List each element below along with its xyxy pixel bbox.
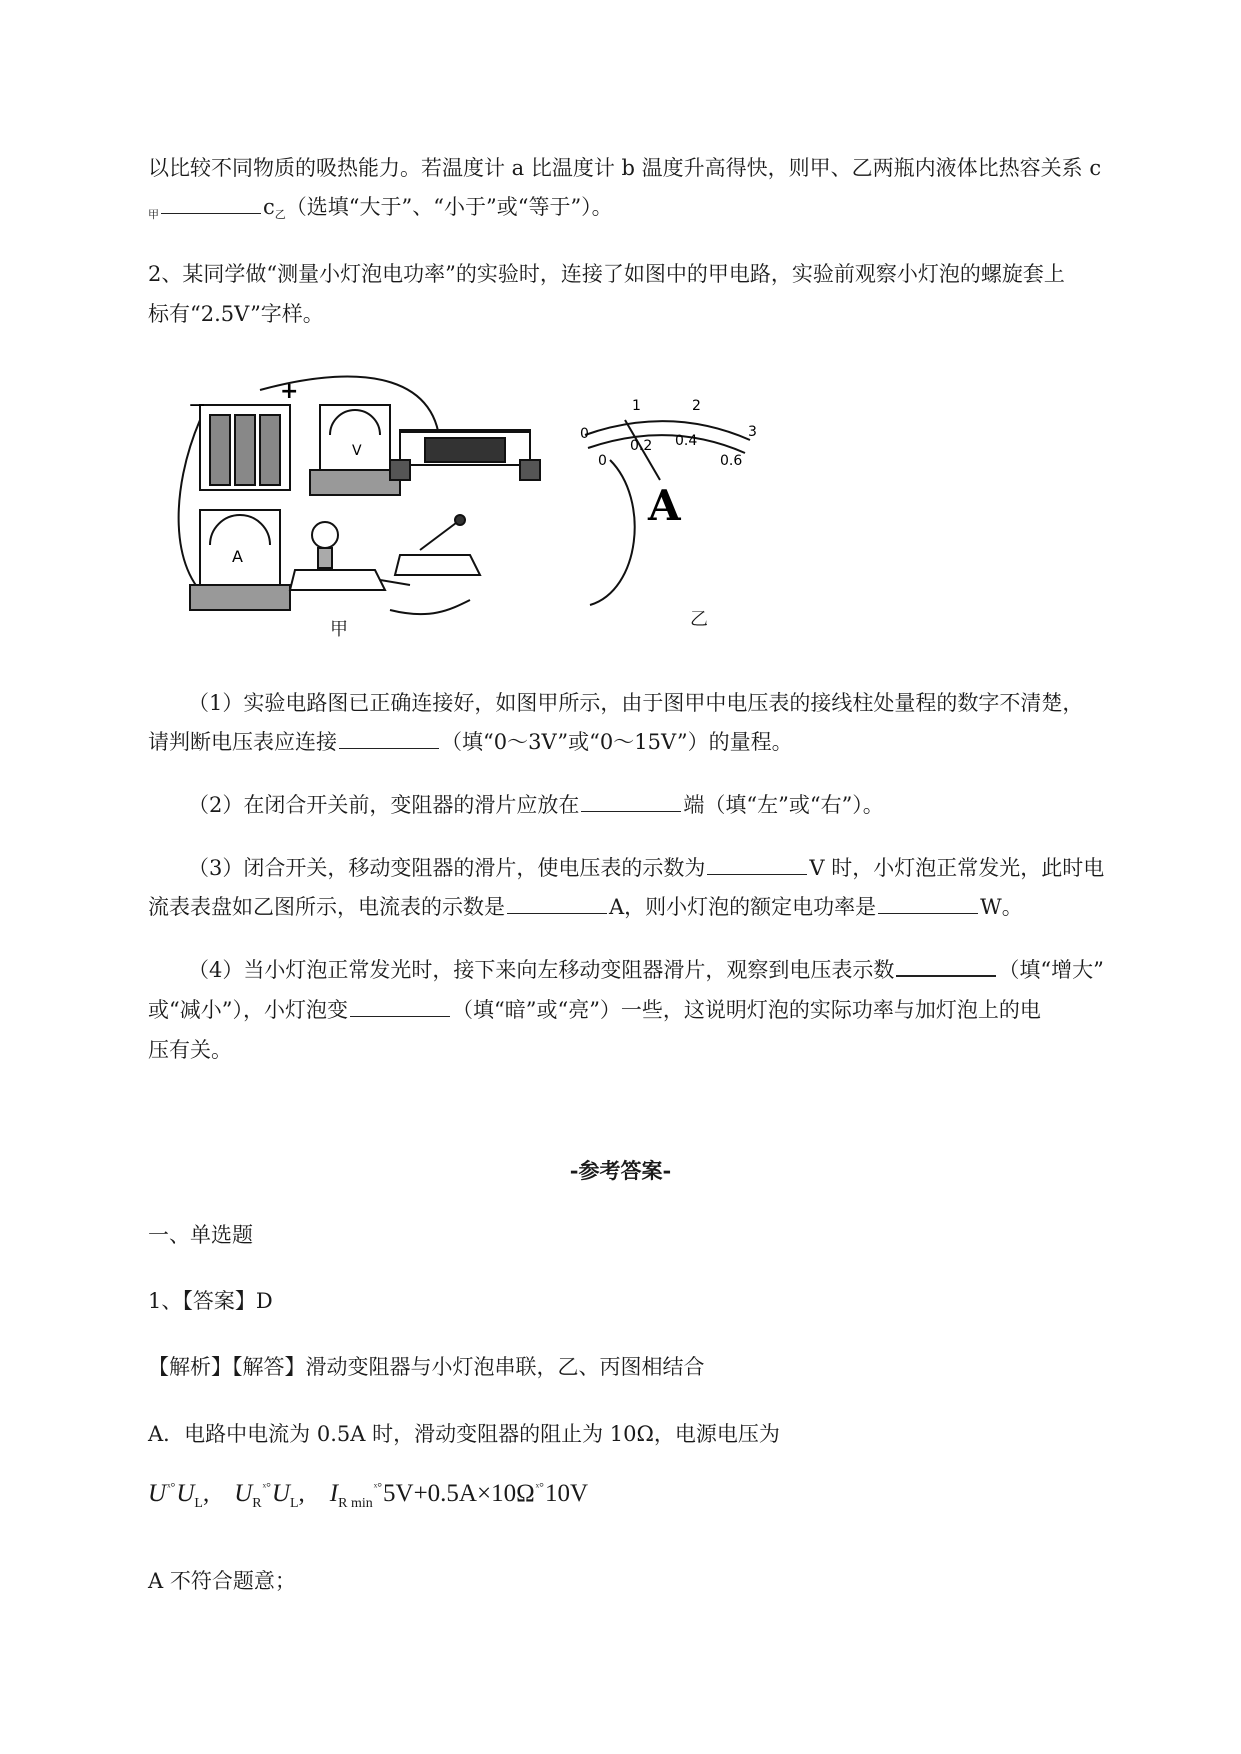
question-2-line2: 标有“2.5V”字样。 [148, 302, 324, 326]
switch-icon [395, 515, 480, 575]
text-span: （选填“大于”、“小于”或“等于”）。 [285, 195, 613, 219]
formula-glyph: ˣ° [535, 1480, 544, 1494]
battery-icon [200, 405, 290, 490]
text-span: 流表表盘如乙图所示，电流表的示数是 [148, 895, 505, 919]
plus-sign: + [280, 379, 299, 404]
minus-sign: − [188, 393, 207, 418]
text-span: （4）当小灯泡正常发光时，接下来向左移动变阻器滑片，观察到电压表示数 [188, 958, 895, 982]
ammeter-scale-icon [585, 420, 750, 480]
text-span: W。 [980, 895, 1023, 919]
dial-letter: A [648, 481, 681, 530]
formula-sub: L [289, 1496, 299, 1511]
text-span: （填“暗”或“亮”）一些，这说明灯泡的实际功率与加灯泡上的电 [451, 998, 1041, 1022]
subscript: 乙 [274, 208, 286, 221]
subscript: 甲 [148, 208, 159, 221]
scale-bottom-0: 0 [598, 453, 607, 469]
sub4-line1 [188, 955, 1104, 985]
scale-top-1: 1 [632, 398, 641, 414]
ammeter-letter: A [232, 547, 243, 566]
formula-symbol: I [329, 1480, 339, 1507]
sub4-line2 [148, 995, 1041, 1025]
option-a-line: A．电路中电流为 0.5A 时，滑动变阻器的阻止为 10Ω，电源电压为 [148, 1422, 780, 1446]
caption-yi: 乙 [690, 609, 708, 630]
answer-blank[interactable] [161, 193, 261, 214]
formula-symbol: U [176, 1480, 195, 1507]
scale-bottom-2: 0.4 [675, 433, 698, 449]
formula-sub: R min [338, 1496, 373, 1511]
answer-blank[interactable] [707, 854, 807, 875]
circuit-diagram [170, 370, 870, 650]
analysis-line: 【解析】【解答】滑动变阻器与小灯泡串联，乙、丙图相结合 [148, 1355, 705, 1379]
lamp-icon [290, 522, 385, 590]
scale-top-3: 3 [748, 424, 757, 440]
sub2-line1 [188, 790, 884, 820]
scale-top-0: 0 [580, 426, 589, 442]
answer-blank[interactable] [581, 791, 681, 812]
answers-heading: -参考答案- [569, 1158, 672, 1183]
text-span: A，则小灯泡的额定电功率是 [609, 895, 877, 919]
formula-symbol: U [234, 1480, 253, 1507]
text-span: （填“增大” [998, 958, 1104, 982]
formula-symbol: U [271, 1480, 290, 1507]
answer-blank[interactable] [350, 996, 450, 1017]
text-span: 请判断电压表应连接 [148, 730, 337, 754]
text-line: 以比较不同物质的吸热能力。若温度计 a 比温度计 b 温度升高得快，则甲、乙两瓶内液体比热容关系 c [148, 156, 1102, 180]
sub3-line2 [148, 892, 1023, 922]
text-span: V 时，小灯泡正常发光，此时电 [809, 856, 1105, 880]
formula-glyph: ˣ° [167, 1480, 176, 1494]
circuit-figure [170, 370, 870, 650]
caption-jia: 甲 [330, 619, 348, 640]
formula-symbol: U [148, 1480, 167, 1507]
section-title: 一、单选题 [148, 1223, 253, 1247]
scale-bottom-1: 0.2 [630, 438, 653, 454]
text-line [148, 192, 613, 230]
sub1-line2 [148, 727, 793, 757]
answer-blank[interactable] [507, 893, 607, 914]
scale-bottom-3: 0.6 [720, 453, 743, 469]
sub1-line1: （1）实验电路图已正确连接好，如图甲所示，由于图甲中电压表的接线柱处量程的数字不清楚， [188, 691, 1084, 715]
answer-1: 1、【答案】D [148, 1289, 273, 1313]
formula-sub: L [194, 1496, 203, 1511]
option-a-conclusion: A 不符合题意； [148, 1569, 296, 1593]
formula-value: 10V [544, 1480, 588, 1507]
voltmeter-letter: V [352, 443, 362, 459]
formula-glyph: ˣ° [373, 1480, 383, 1494]
formula-line: $U^{ˣ^\circ}U_L$, $U_R^{ˣ^\circ}U_L$, $I_{R min}^{ˣ^\circ}5V+0.5A\times 10\Omega^{ˣ^\circ}10V$ [148, 1480, 588, 1511]
text-span: 或“减小”），小灯泡变 [148, 998, 348, 1022]
formula-value: 5V+0.5A×10Ω [383, 1480, 535, 1507]
answer-blank[interactable] [878, 893, 978, 914]
scale-top-2: 2 [692, 398, 701, 414]
sub3-line1 [188, 853, 1104, 883]
formula-glyph: ˣ° [262, 1480, 271, 1494]
question-2-line1: 2、某同学做“测量小灯泡电功率”的实验时，连接了如图中的甲电路，实验前观察小灯泡的螺旋套上 [148, 262, 1065, 286]
formula-sub: R [252, 1496, 262, 1511]
rheostat-icon [390, 430, 540, 480]
sub4-line3: 压有关。 [148, 1038, 232, 1062]
text-span: （填“0～3V”或“0～15V”）的量程。 [441, 730, 793, 754]
text-span: （3）闭合开关，移动变阻器的滑片，使电压表的示数为 [188, 856, 706, 880]
symbol: c [263, 195, 275, 219]
answer-blank[interactable] [339, 728, 439, 749]
text-span: 端（填“左”或“右”）。 [683, 793, 884, 817]
text-span: （2）在闭合开关前，变阻器的滑片应放在 [188, 793, 580, 817]
answer-blank[interactable] [896, 955, 996, 977]
